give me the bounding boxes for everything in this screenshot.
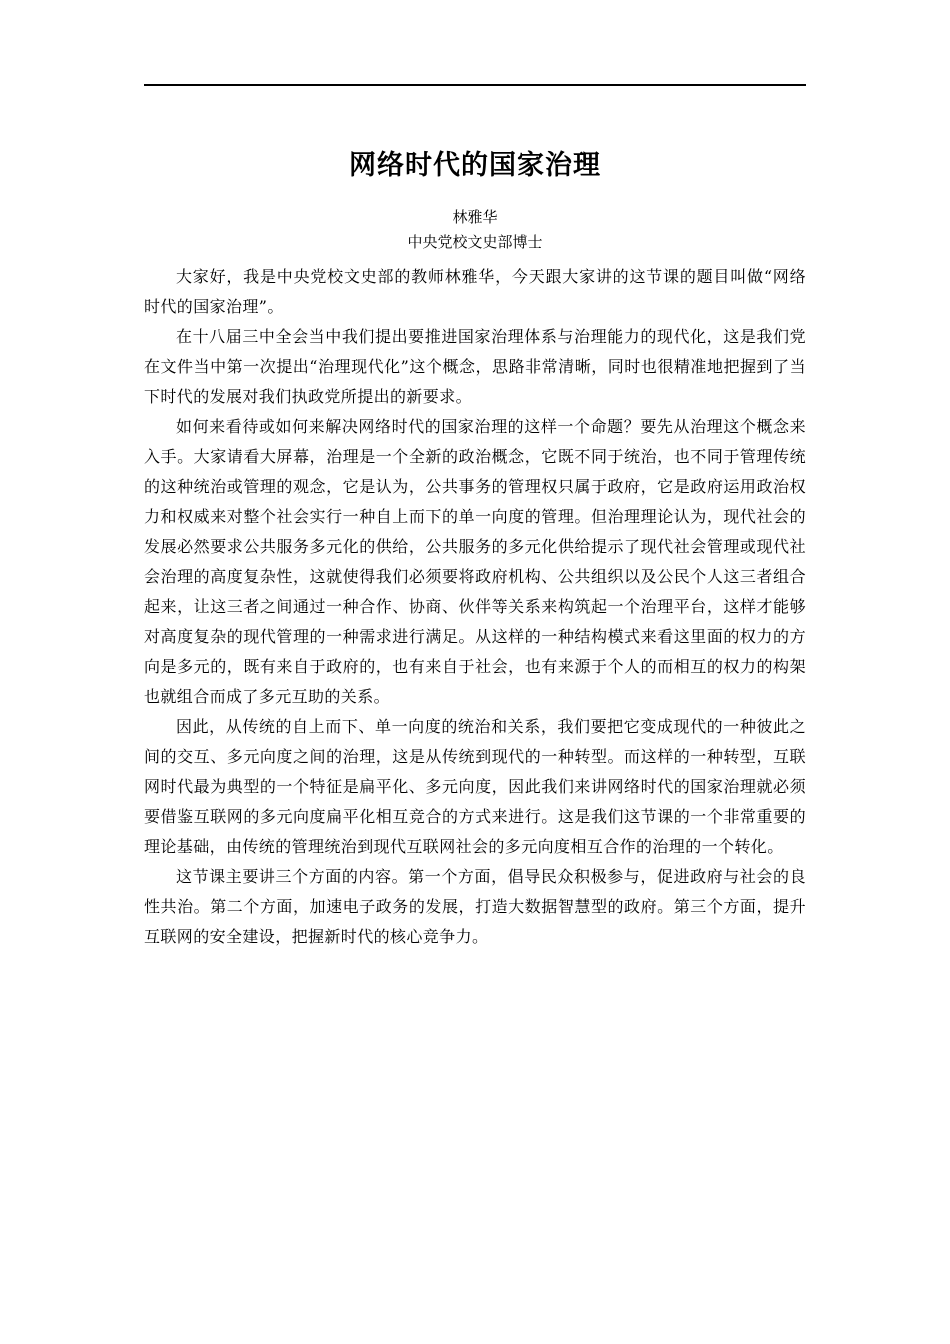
header-rule	[144, 84, 806, 86]
paragraph-transformation: 因此，从传统的自上而下、单一向度的统治和关系，我们要把它变成现代的一种彼此之间的交互、多元向度之间的治理，这是从传统到现代的一种转型。而这样的一种转型，互联网时代最为典型的一个特征是扁平化、多元向度，因此我们来讲网络时代的国家治理就必须要借鉴互联网的多元向度扁平化相互竞合的方式来进行。这是我们这节课的一个非常重要的理论基础，由传统的管理统治到现代互联网社会的多元向度相互合作的治理的一个转化。	[144, 717, 806, 856]
paragraph-governance-concept: 如何来看待或如何来解决网络时代的国家治理的这样一个命题？要先从治理这个概念来入手。大家请看大屏幕，治理是一个全新的政治概念，它既不同于统治，也不同于管理传统的这种统治或管理的观念，它是认为，公共事务的管理权只属于政府，它是政府运用政治权力和权威来对整个社会实行一种自上而下的单一向度的管理。但治理理论认为，现代社会的发展必然要求公共服务多元化的供给，公共服务的多元化供给提示了现代社会管理或现代社会治理的高度复杂性，这就使得我们必须要将政府机构、公共组织以及公民个人这三者组合起来，让这三者之间通过一种合作、协商、伙伴等关系来构筑起一个治理平台，这样才能够对高度复杂的现代管理的一种需求进行满足。从这样的一种结构模式来看这里面的权力的方向是多元的，既有来自于政府的，也有来自于社会，也有来源于个人的而相互的权力的构架也就组合而成了多元互助的关系。	[144, 417, 806, 706]
author-name: 林雅华	[452, 208, 498, 226]
article-body	[144, 262, 806, 952]
paragraph-outline: 这节课主要讲三个方面的内容。第一个方面，倡导民众积极参与，促进政府与社会的良性共治。第二个方面，加速电子政务的发展，打造大数据智慧型的政府。第三个方面，提升互联网的安全建设，把握新时代的核心竞争力。	[144, 867, 806, 946]
paragraph-background: 在十八届三中全会当中我们提出要推进国家治理体系与治理能力的现代化，这是我们党在文件当中第一次提出“治理现代化”这个概念，思路非常清晰，同时也很精准地把握到了当下时代的发展对我们执政党所提出的新要求。	[144, 327, 806, 406]
page-title: 网络时代的国家治理	[349, 150, 601, 181]
paragraph-intro: 大家好，我是中央党校文史部的教师林雅华，今天跟大家讲的这节课的题目叫做“网络时代的国家治理”。	[144, 267, 806, 316]
author-affiliation: 中央党校文史部博士	[407, 233, 543, 251]
